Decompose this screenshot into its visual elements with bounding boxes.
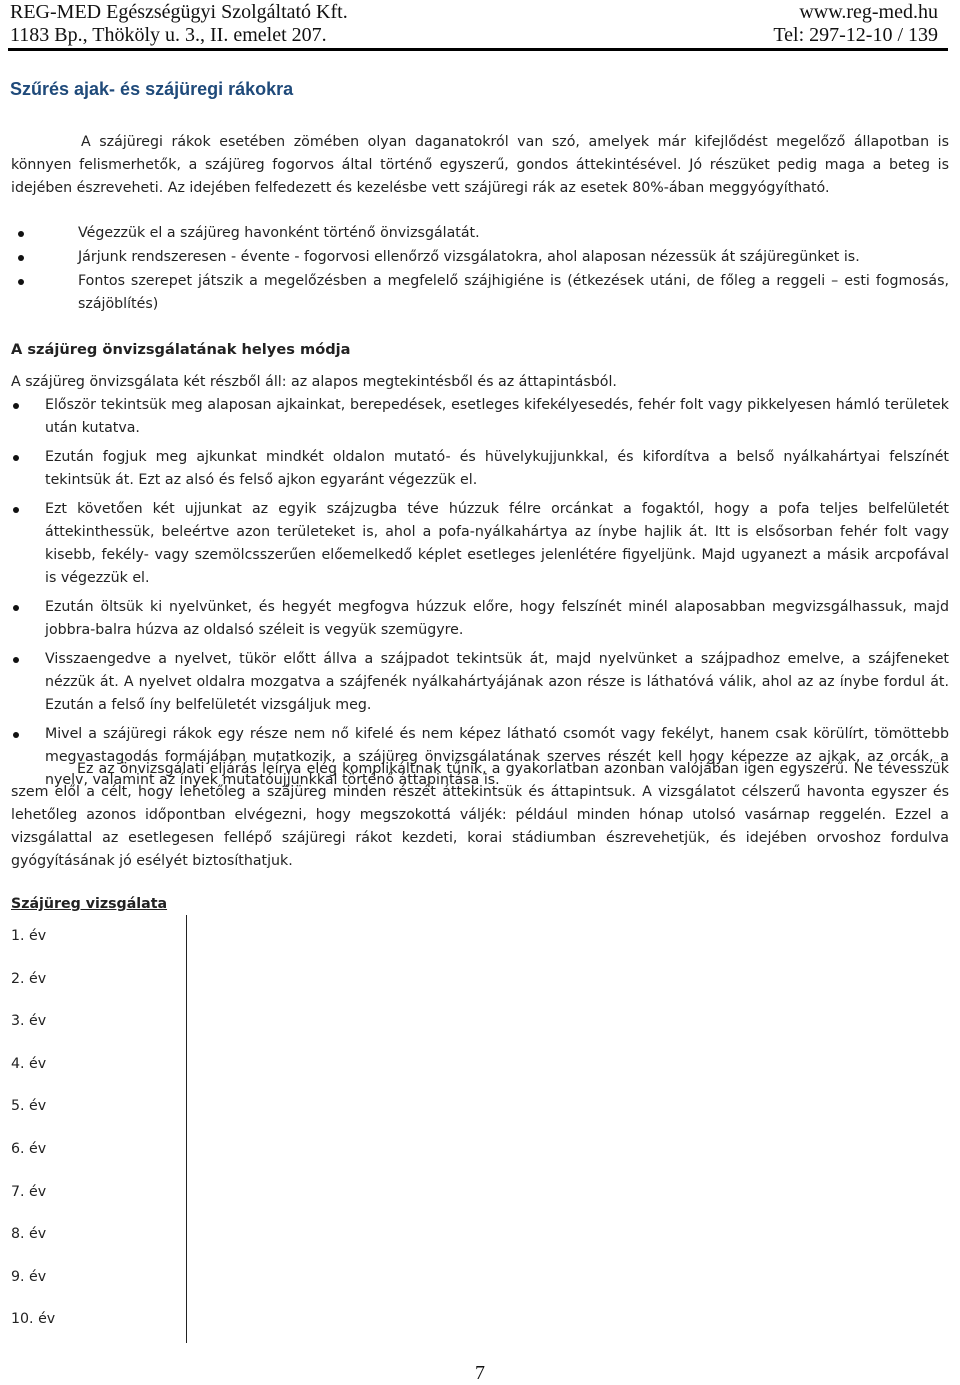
list-item-text: Ezután öltsük ki nyelvünket, és hegyét megfogva húzzuk előre, hogy felszínét minél alaposabban megvizsgálhassuk, majd jobbra-balra húzva az oldalsó széleit is vegyük szemügyre. <box>45 599 949 638</box>
bullet-icon <box>18 231 24 237</box>
list-item <box>11 246 949 269</box>
table-row-label: 9. év <box>11 1269 47 1285</box>
list-item <box>11 394 949 440</box>
bullet-icon <box>18 279 24 285</box>
intro-paragraph <box>11 131 949 200</box>
list-item-text: Végezzük el a szájüreg havonként történő önvizsgálatát. <box>78 225 480 241</box>
list-item-text: Ezt követően két ujjunkat az egyik szájzugba téve húzzuk félre orcánkat a fogaktól, hogy a pofa teljes belfelületét áttekinthessük, beleértve azon területeket is, ahol a pofa-nyálkahártya az ínybe hajlik át. Itt is elsősorban fehér folt vagy kisebb, fekély- vagy szemölcsszerűen előemelkedő képlet esetleges jelenlétére figyeljünk. Majd ugyanezt a másik arcpofával is végezzük el. <box>45 501 949 586</box>
list-item-text: Járjunk rendszeresen - évente - fogorvosi ellenőrző vizsgálatokra, ahol alaposan nézessük át szájüregünket is. <box>78 249 860 265</box>
header-line-2 <box>10 23 938 47</box>
list-item <box>11 222 949 245</box>
bullet-icon <box>18 255 24 261</box>
advice-list <box>11 222 949 317</box>
header-divider <box>8 48 948 51</box>
bullet-icon <box>13 657 19 663</box>
section-lead: A szájüreg önvizsgálata két részből áll: az alapos megtekintésből és az áttapintásból. <box>11 374 617 390</box>
closing-paragraph <box>11 758 949 873</box>
bullet-icon <box>13 507 19 513</box>
closing-text: Ez az önvizsgálati eljárás leírva elég komplikáltnak tűnik, a gyakorlatban azonban valójában igen egyszerű. Ne tévesszük szem elől a célt, hogy lehetőleg a szájüreg minden részét áttekintsük és áttapintsuk. A vizsgálatot célszerű havonta egyszer és lehetőleg azonos időpontban elvégezni, hogy megszokottá váljék: például minden hónap utolsó vasárnap reggelén. Ezzel a vizsgálattal az esetlegesen fellépő szájüregi rákot kezdeti, korai stádiumban észrevehetjük, és idejében orvoshoz fordulva gyógyításának jó esélyét biztosíthatjuk. <box>11 761 949 869</box>
list-item <box>11 648 949 717</box>
list-item <box>11 498 949 590</box>
table-row-label: 4. év <box>11 1056 47 1072</box>
website-link[interactable]: www.reg-med.hu <box>799 1 938 23</box>
table-row-label: 5. év <box>11 1098 47 1114</box>
list-item <box>11 596 949 642</box>
table-title: Szájüreg vizsgálata <box>11 896 168 912</box>
intro-text: A szájüregi rákok esetében zömében olyan daganatokról van szó, amelyek már kifejlődést megelőző állapotban is könnyen felismerhetők, a szájüreg fogorvos által történő egyszerű, gondos áttekintésével. Jó részüket pedig maga a beteg is idejében észreveheti. Az idejében felfedezett és kezelésbe vett szájüregi rák az esetek 80%-ában meggyógyítható. <box>11 134 949 196</box>
list-item-text: Ezután fogjuk meg ajkunkat mindkét oldalon mutató- és hüvelykujjunkkal, és kifordítva a belső nyálkahártyai felszínét tekintsük át. Ezt az alsó és felső ajkon egyaránt végezzük el. <box>45 449 949 488</box>
list-item-text: Mivel a szájüregi rákok egy része nem nő kifelé és nem képez látható csomót vagy fekélyt, hanem csak körülírt, tömöttebb megvastagodás formájában mutatkozik, a szájüreg önvizsgálatának szerves részét kell hogy képezze az ajkak, az orcák, a nyelv, valamint az ínyek mutatóujjunkkal történő áttapintása is. <box>45 726 949 788</box>
table-row-label: 6. év <box>11 1141 47 1157</box>
list-item-text: Fontos szerepet játszik a megelőzésben a megfelelő szájhigiéne is (étkezések utáni, de főleg a reggeli – esti fogmosás, szájöblítés) <box>78 273 949 312</box>
list-item-text: Visszaengedve a nyelvet, tükör előtt állva a szájpadot tekintsük át, majd nyelvünket a szájpadhoz emelve, a szájfeneket nézzük át. A nyelvet oldalra mozgatva a szájfenék nyálkahártyájának azon része is láthatóvá válik, ahol az az ínybe fordul át. Ezután a felső íny belfelületét vizsgáljuk meg. <box>45 651 949 713</box>
table-row-label: 10. év <box>11 1311 56 1327</box>
bullet-icon <box>13 455 19 461</box>
company-name: REG-MED Egészségügyi Szolgáltató Kft. <box>10 1 348 23</box>
self-exam-steps <box>11 394 949 798</box>
page-number: 7 <box>475 1362 485 1384</box>
table-row-label: 8. év <box>11 1226 47 1242</box>
table-row-label: 1. év <box>11 928 47 944</box>
bullet-icon <box>13 403 19 409</box>
list-item-text: Először tekintsük meg alaposan ajkainkat, berepedések, esetleges kifekélyesedés, fehér folt vagy pikkelyesen hámló területek után kutatva. <box>45 397 949 436</box>
list-item <box>11 270 949 316</box>
table-row-label: 2. év <box>11 971 47 987</box>
page-title: Szűrés ajak- és szájüregi rákokra <box>10 79 294 99</box>
header-line-1 <box>10 0 938 24</box>
bullet-icon <box>13 605 19 611</box>
phone-number: Tel: 297-12-10 / 139 <box>773 24 938 46</box>
table-row-label: 7. év <box>11 1184 47 1200</box>
bullet-icon <box>13 732 19 738</box>
table-row-label: 3. év <box>11 1013 47 1029</box>
section-heading: A szájüreg önvizsgálatának helyes módja <box>11 341 351 358</box>
list-item <box>11 446 949 492</box>
company-address: 1183 Bp., Thököly u. 3., II. emelet 207. <box>10 24 327 46</box>
table-divider <box>186 915 187 1343</box>
